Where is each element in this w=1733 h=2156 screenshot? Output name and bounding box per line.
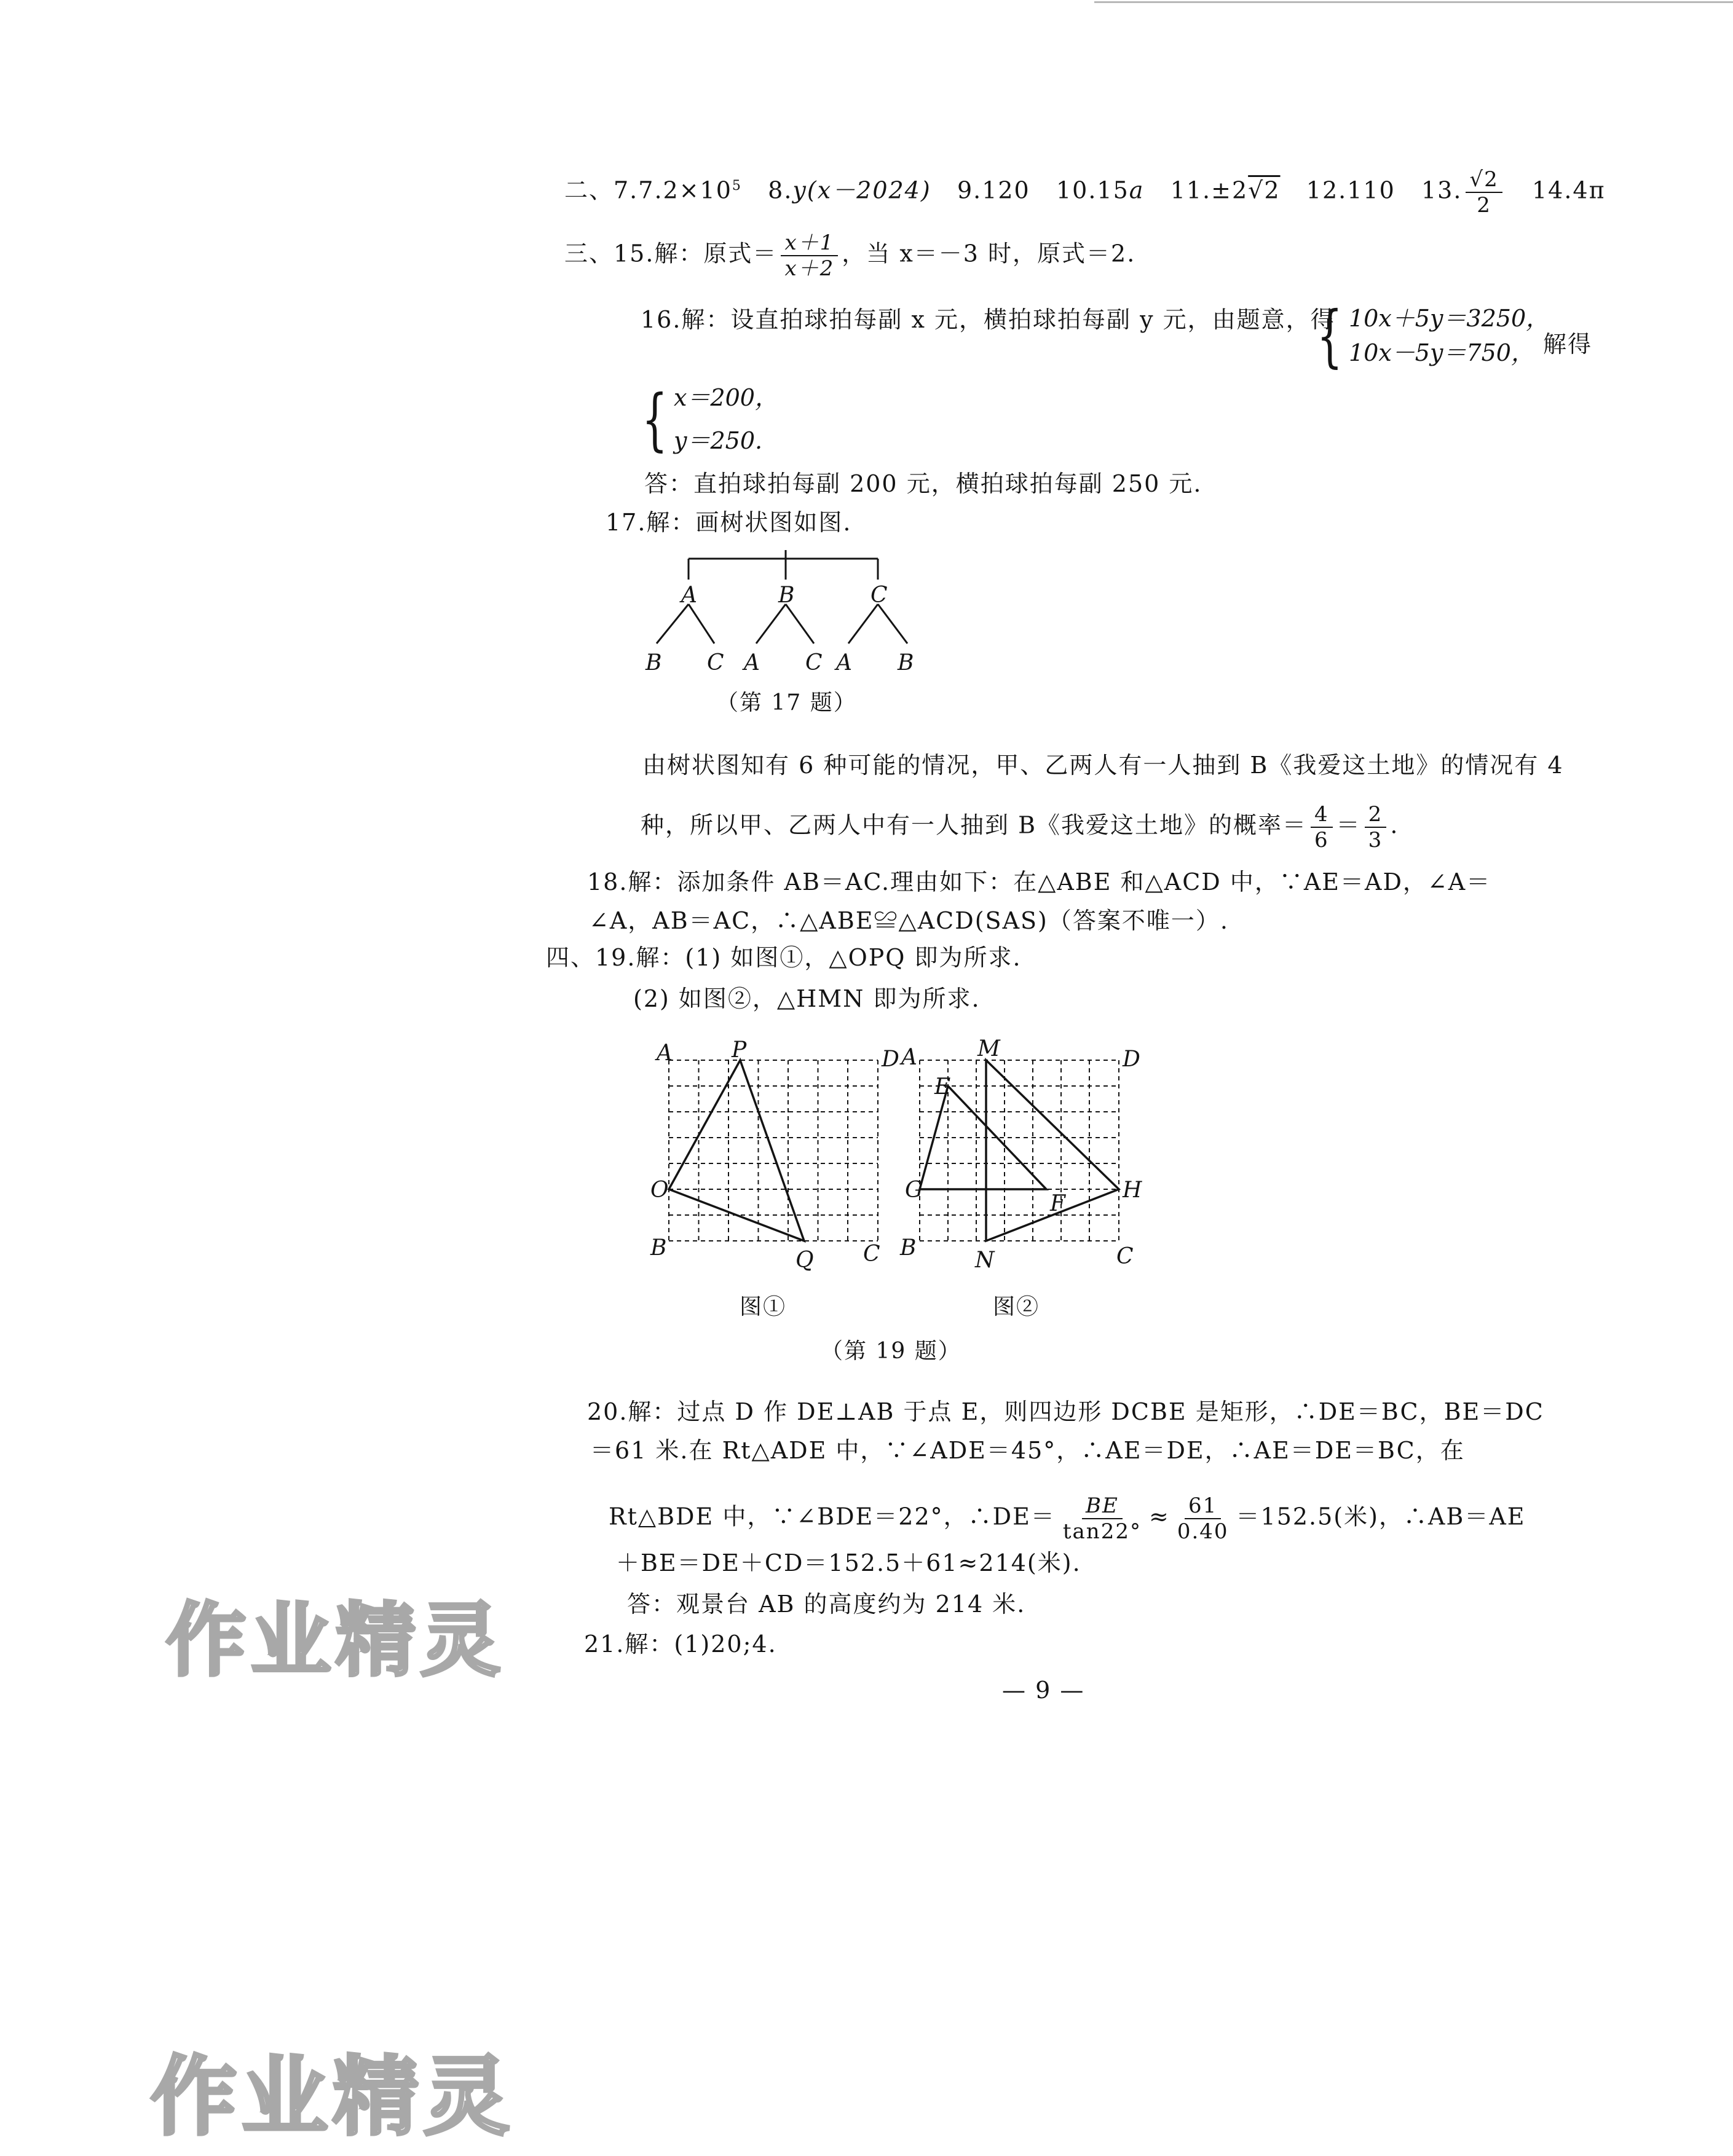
q18-line-1 — [587, 867, 1491, 897]
q17-f1-den: 6 — [1314, 828, 1329, 852]
fig2-label-B: B — [900, 1235, 917, 1261]
q15-den: x＋2 — [784, 256, 835, 281]
q17-fraction-2 — [1365, 802, 1387, 852]
q20-line-4 — [616, 1548, 1081, 1578]
fig1-label-C: C — [863, 1241, 880, 1267]
q18-line-2 — [589, 905, 1229, 936]
tree-node-C: C — [870, 583, 888, 608]
q17-fraction-1 — [1311, 802, 1333, 852]
q20-line-3 — [609, 1493, 1526, 1544]
q20-line-1-text: 20.解：过点 D 作 DE⊥AB 于点 E，则四边形 DCBE 是矩形，∴DE＝BC，BE＝DC — [587, 1398, 1544, 1425]
q18-line-2-text: ∠A，AB＝AC，∴△ABE≌△ACD(SAS)（答案不唯一）. — [589, 907, 1229, 934]
q17-f2-num: 2 — [1365, 802, 1387, 828]
fig2-label-D: D — [1123, 1047, 1140, 1072]
q19-figure-2 — [898, 1036, 1156, 1285]
watermark-1 — [166, 1576, 505, 1691]
q15-fraction — [781, 230, 838, 281]
fig2-caption-text: 图② — [993, 1294, 1040, 1320]
triangle-OPQ — [669, 1060, 804, 1241]
q16-answer — [644, 468, 1202, 499]
page-number — [1002, 1675, 1084, 1706]
fig1-caption — [740, 1289, 786, 1321]
q19-line-1 — [546, 942, 1022, 973]
answer-13-num: √2 — [1466, 167, 1502, 193]
q20-line-4-text: ＋BE＝DE＋CD＝152.5＋61≈214(米). — [616, 1549, 1081, 1576]
q20-f2-den: 0.40 — [1177, 1519, 1229, 1544]
fig2-caption — [993, 1289, 1040, 1321]
fig2-label-F: F — [1050, 1191, 1065, 1216]
q16-line — [641, 304, 1335, 335]
q20-approx: ≈ — [1148, 1503, 1170, 1530]
answer-10-var: a — [1129, 176, 1145, 204]
answer-11: 11.±2 — [1170, 176, 1249, 204]
fig2-label-E: E — [934, 1074, 951, 1100]
q17-text-1 — [642, 750, 1564, 781]
answer-8-number: 8. — [768, 176, 793, 204]
q15-tail: ，当 x＝－3 时，原式＝2. — [842, 240, 1136, 267]
q19-line-2-text: (2) 如图②，△HMN 即为所求. — [633, 985, 981, 1012]
answer-9: 9.120 — [957, 176, 1030, 204]
q17-text-1-content: 由树状图知有 6 种可能的情况，甲、乙两人有一人抽到 B《我爱这土地》的情况有 4 — [642, 752, 1564, 779]
fig1-grid — [669, 1060, 878, 1241]
q20-fraction-1 — [1059, 1493, 1145, 1544]
fig1-label-D: D — [882, 1047, 899, 1072]
q20-answer — [627, 1589, 1025, 1619]
q17-lead-text: 17.解：画树状图如图. — [606, 509, 852, 536]
q19-caption — [821, 1334, 961, 1365]
q16-equation-system — [1308, 296, 1550, 375]
q16-eq2: 10x－5y＝750， — [1349, 339, 1534, 366]
q16-lead: 16.解：设直拍球拍每副 x 元，横拍球拍每副 y 元，由题意，得 — [641, 306, 1335, 333]
fig2-label-N: N — [975, 1248, 995, 1273]
q18-line-1-text: 18.解：添加条件 AB＝AC.理由如下：在△ABE 和△ACD 中，∵AE＝AD，∠A＝ — [587, 868, 1491, 895]
fig1-label-B: B — [650, 1235, 667, 1261]
q17-f1-num: 4 — [1311, 802, 1333, 828]
tree-leaf-1: B — [645, 650, 662, 675]
q20-line-3-end: ＝152.5(米)，∴AB＝AE — [1236, 1503, 1526, 1530]
q20-f2-num: 61 — [1185, 1493, 1221, 1519]
answer-12: 12.110 — [1306, 176, 1395, 204]
q17-equals: ＝ — [1336, 811, 1361, 839]
fig1-label-Q: Q — [795, 1248, 814, 1273]
q20-f1-num: BE — [1082, 1493, 1123, 1519]
q20-line-3-start: Rt△BDE 中，∵∠BDE＝22°，∴DE＝ — [609, 1503, 1056, 1530]
q17-text-2-content: 种，所以甲、乙两人中有一人抽到 B《我爱这土地》的概率＝ — [641, 811, 1308, 839]
q17-end: . — [1390, 811, 1399, 839]
answer-14: 14.4π — [1531, 176, 1606, 204]
tree-leaf-2: C — [707, 650, 724, 675]
fig2-label-G: G — [905, 1178, 923, 1203]
answer-13: 13. — [1421, 176, 1463, 204]
answer-8: y(x－2024) — [792, 176, 931, 204]
answer-7-exponent: 5 — [732, 178, 742, 194]
q15-lead: 三、15.解：原式＝ — [564, 240, 778, 267]
q19-caption-text: （第 19 题） — [821, 1339, 961, 1364]
q19-line-2 — [633, 983, 981, 1014]
answer-13-den: 2 — [1477, 193, 1491, 218]
answer-13-fraction — [1466, 167, 1502, 218]
answer-11-radical: √2 — [1248, 176, 1281, 204]
fig1-label-P: P — [732, 1037, 747, 1063]
q16-answer-text: 答：直拍球拍每副 200 元，横拍球拍每副 250 元. — [644, 470, 1202, 497]
q15-num: x＋1 — [781, 230, 838, 256]
q20-line-1 — [587, 1396, 1544, 1427]
page-number-text: — 9 — — [1002, 1677, 1085, 1704]
q20-f1-den: tan22° — [1062, 1519, 1142, 1544]
q16-eq1: 10x＋5y＝3250， — [1349, 305, 1550, 332]
q19-line-1-text: 四、19.解：(1) 如图①，△OPQ 即为所求. — [546, 944, 1022, 971]
q17-lead — [606, 507, 852, 538]
q17-tree-diagram — [627, 550, 959, 688]
fig1-label-A: A — [657, 1041, 673, 1066]
watermark-1-text: 作业精灵 — [166, 1594, 506, 1687]
q20-line-2 — [590, 1435, 1465, 1466]
fig2-label-A: A — [901, 1045, 917, 1070]
q17-text-2 — [641, 802, 1399, 852]
q16-sol2: y＝250. — [674, 427, 763, 454]
q16-sol1: x＝200， — [674, 384, 778, 411]
tree-leaf-4: C — [805, 650, 823, 675]
fig2-label-H: H — [1123, 1178, 1142, 1203]
fig2-label-C: C — [1116, 1244, 1134, 1269]
tree-leaf-6: B — [898, 650, 914, 675]
fig1-label-O: O — [650, 1178, 669, 1203]
q17-f2-den: 3 — [1368, 828, 1383, 852]
q20-answer-text: 答：观景台 AB 的高度约为 214 米. — [627, 1591, 1026, 1618]
tree-leaf-3: A — [744, 650, 760, 675]
q16-tail: 解得 — [1543, 331, 1593, 358]
q15-line — [564, 230, 1135, 281]
answer-7: 7.2×10 — [638, 176, 732, 204]
section-2-lead: 二、7. — [564, 176, 639, 204]
tree-node-B: B — [778, 583, 795, 608]
answer-10: 10.15 — [1056, 176, 1129, 204]
q16-solution-system — [633, 376, 778, 462]
q21-line-1 — [584, 1629, 777, 1659]
q16-solve-label — [1543, 329, 1592, 360]
tree-node-A: A — [681, 583, 697, 608]
q21-line-1-text: 21.解：(1)20;4. — [584, 1631, 777, 1658]
fill-in-answers-row — [564, 167, 1606, 218]
watermark-2 — [151, 2028, 515, 2152]
q17-caption — [716, 685, 857, 717]
q16-brace: { — [1317, 296, 1343, 375]
q19-figure-1 — [650, 1037, 899, 1285]
q20-line-2-text: ＝61 米.在 Rt△ADE 中，∵∠ADE＝45°，∴AE＝DE，∴AE＝DE＝BC，在 — [590, 1437, 1465, 1464]
q17-caption-text: （第 17 题） — [716, 690, 857, 715]
watermark-2-text: 作业精灵 — [151, 2047, 515, 2147]
q20-fraction-2 — [1174, 1493, 1233, 1544]
fig1-caption-text: 图① — [740, 1294, 787, 1320]
tree-leaf-5: A — [836, 650, 852, 675]
scan-edge-line — [1094, 1, 1733, 3]
q16-solution-brace: { — [642, 380, 668, 458]
fig2-label-M: M — [977, 1036, 1000, 1061]
